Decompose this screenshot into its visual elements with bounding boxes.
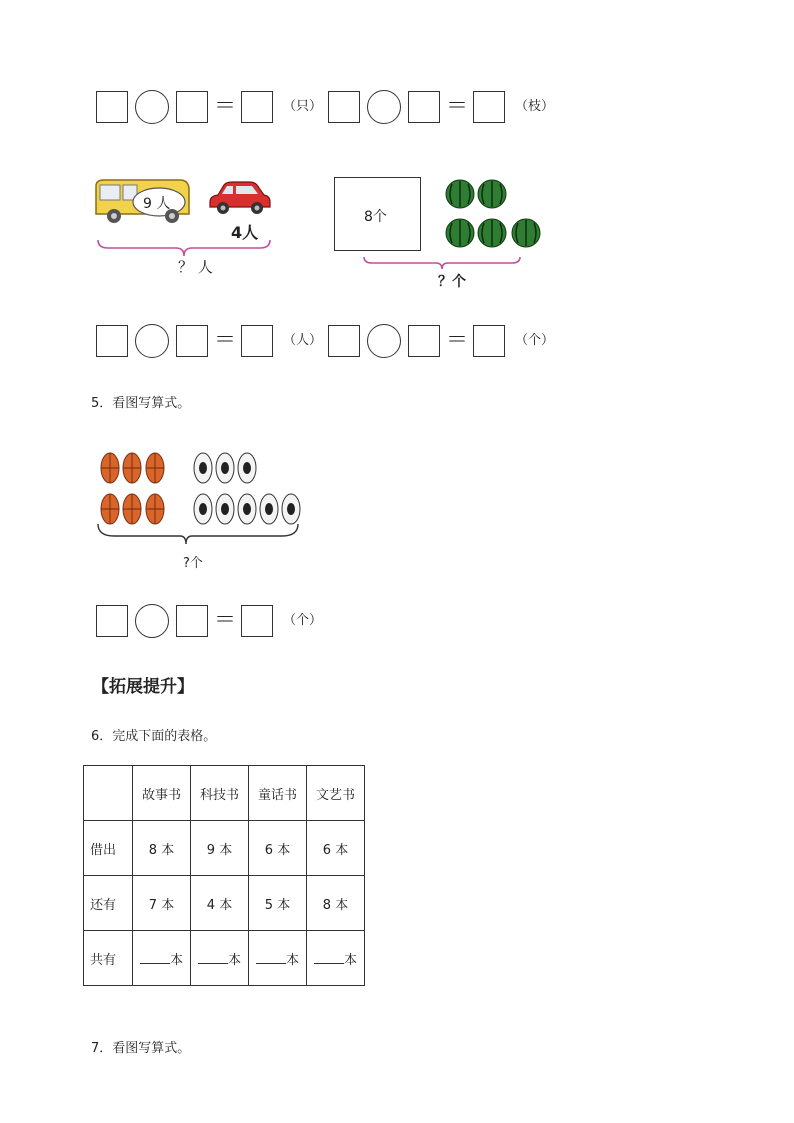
operator-circle[interactable] (367, 324, 401, 358)
answer-box[interactable] (473, 325, 505, 357)
answer-box[interactable] (176, 325, 208, 357)
operator-circle[interactable] (135, 604, 169, 638)
unit-text: 本 (285, 952, 299, 968)
section-heading: 【拓展提升】 (92, 677, 194, 697)
ball-brace (96, 522, 302, 546)
answer-box[interactable] (96, 91, 128, 123)
answer-box[interactable] (408, 91, 440, 123)
unit-label: （枝） (515, 99, 555, 114)
ball-total-label: ?个 (183, 556, 203, 571)
bus-icon (92, 178, 192, 226)
unit-label: （只） (283, 99, 323, 114)
answer-box[interactable] (176, 91, 208, 123)
answer-box[interactable] (241, 605, 273, 637)
box-label: 8个 (364, 209, 387, 225)
operator-circle[interactable] (367, 90, 401, 124)
table-row (84, 821, 365, 876)
watermelon-icon (444, 178, 544, 250)
table-cell: 9 本 (191, 821, 249, 876)
table-cell: 8 本 (307, 876, 365, 931)
answer-box[interactable] (241, 325, 273, 357)
table-cell: 6 本 (307, 821, 365, 876)
answer-box[interactable] (473, 91, 505, 123)
table-row (84, 876, 365, 931)
table-cell: 8 本 (133, 821, 191, 876)
book-table (83, 765, 365, 986)
unit-label: （个） (283, 613, 323, 628)
people-brace (96, 238, 272, 258)
answer-box[interactable] (96, 605, 128, 637)
answer-box[interactable] (408, 325, 440, 357)
unit-label: （人） (283, 333, 323, 348)
equals-sign: ＝ (214, 94, 237, 119)
operator-circle[interactable] (135, 324, 169, 358)
equals-sign: ＝ (446, 94, 469, 119)
question-5: 5．看图写算式。 (91, 396, 191, 411)
fill-blank[interactable] (256, 951, 286, 964)
unit-text: 本 (169, 952, 183, 968)
table-header: 科技书 (191, 766, 249, 821)
row-label: 共有 (84, 931, 133, 986)
car-label: 4人 (231, 223, 259, 242)
car-icon (208, 180, 272, 216)
fill-blank[interactable] (314, 951, 344, 964)
operator-circle[interactable] (135, 90, 169, 124)
answer-box[interactable] (328, 325, 360, 357)
fill-in-cell[interactable] (191, 931, 249, 986)
table-header: 故事书 (133, 766, 191, 821)
table-row (84, 931, 365, 986)
table-cell: 4 本 (191, 876, 249, 931)
fill-blank[interactable] (140, 951, 170, 964)
table-cell: 7 本 (133, 876, 191, 931)
unit-label: （个） (515, 333, 555, 348)
equals-sign: ＝ (214, 328, 237, 353)
basketball-icon (100, 452, 168, 526)
row-label: 借出 (84, 821, 133, 876)
fill-in-cell[interactable] (307, 931, 365, 986)
fill-in-cell[interactable] (133, 931, 191, 986)
unit-text: 本 (343, 952, 357, 968)
people-total-label: ？ 人 (178, 258, 213, 276)
fill-in-cell[interactable] (249, 931, 307, 986)
answer-box[interactable] (328, 91, 360, 123)
row-label: 还有 (84, 876, 133, 931)
question-6: 6．完成下面的表格。 (91, 729, 217, 744)
unit-text: 本 (227, 952, 241, 968)
table-header: 文艺书 (307, 766, 365, 821)
table-header-row (84, 766, 365, 821)
melon-brace (362, 255, 524, 271)
table-corner-cell (84, 766, 133, 821)
equals-sign: ＝ (446, 328, 469, 353)
bus-label: 9 人 (143, 196, 171, 212)
fill-blank[interactable] (198, 951, 228, 964)
table-header: 童话书 (249, 766, 307, 821)
equals-sign: ＝ (214, 608, 237, 633)
melon-total-label: ？个 (438, 274, 466, 290)
soccer-ball-icon (192, 452, 302, 526)
table-cell: 5 本 (249, 876, 307, 931)
answer-box[interactable] (241, 91, 273, 123)
question-7: 7．看图写算式。 (91, 1041, 191, 1056)
table-cell: 6 本 (249, 821, 307, 876)
answer-box[interactable] (176, 605, 208, 637)
answer-box[interactable] (96, 325, 128, 357)
